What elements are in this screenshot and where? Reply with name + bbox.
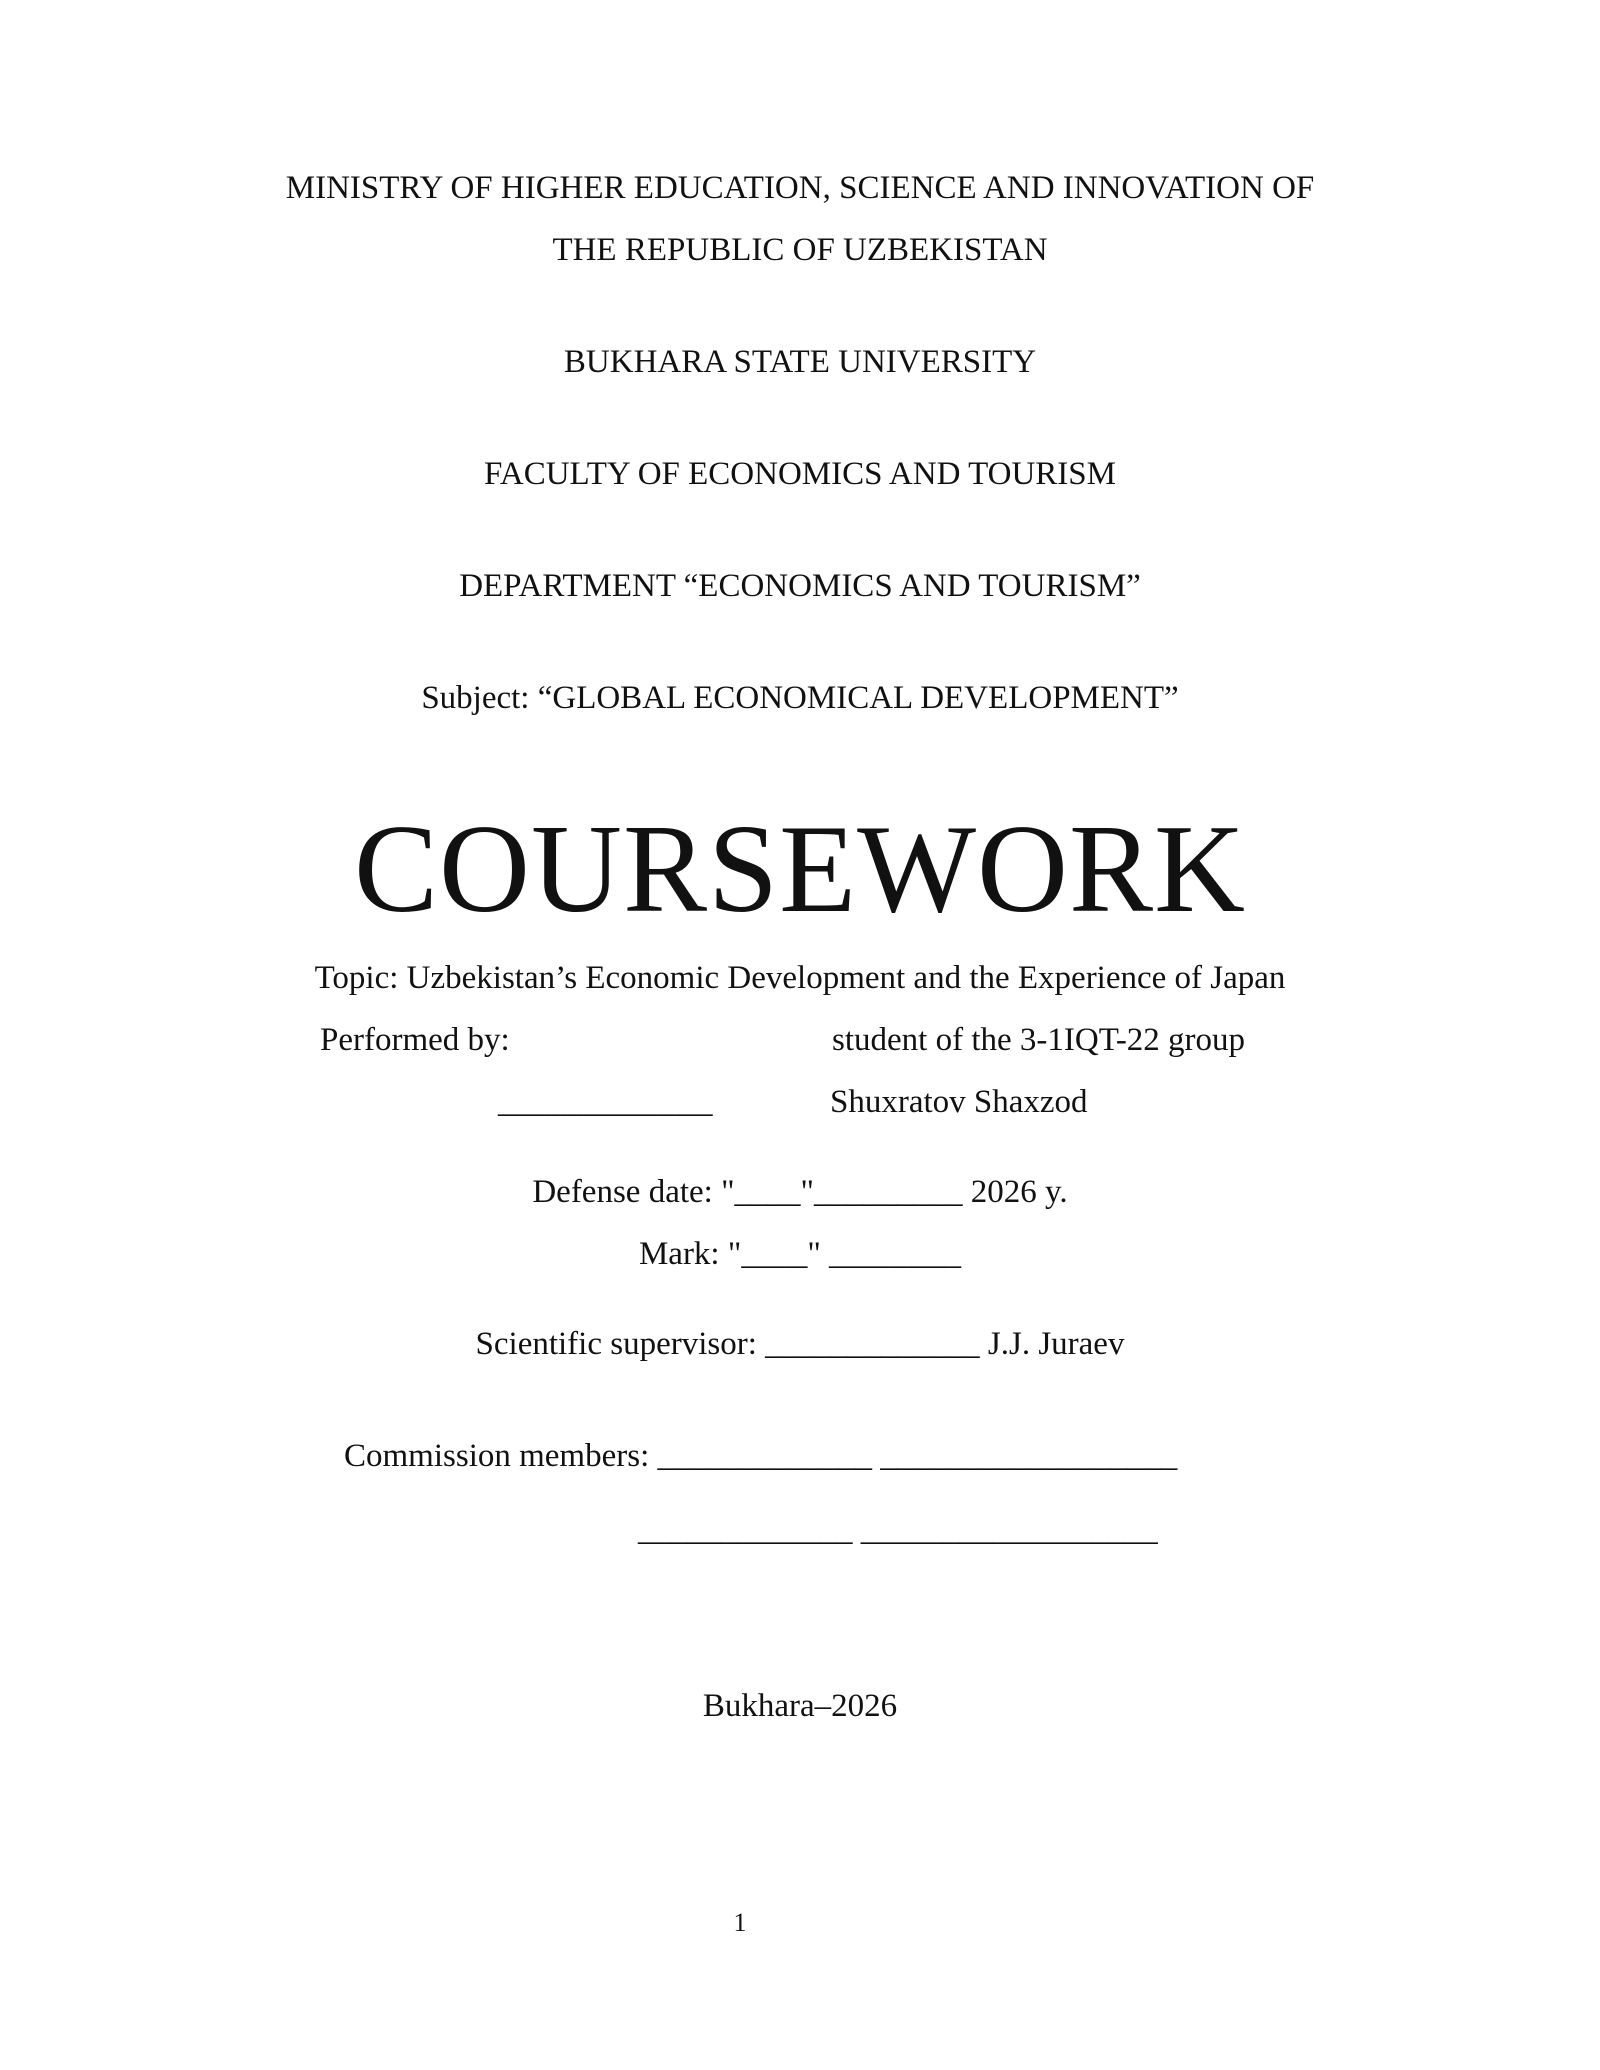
place-year: Bukhara–2026 [702, 1688, 898, 1724]
student-group: student of the 3-1IQT-22 group [832, 1022, 1246, 1058]
defense-date-line: Defense date: "____"_________ 2026 y. [532, 1174, 1068, 1210]
faculty-name: FACULTY OF ECONOMICS AND TOURISM [483, 456, 1116, 492]
page-number: 1 [733, 1908, 747, 1937]
student-name: Shuxratov Shaxzod [830, 1084, 1088, 1120]
performed-by-label: Performed by: [320, 1022, 510, 1058]
student-signature-blank: _____________ [498, 1084, 713, 1120]
university-name: BUKHARA STATE UNIVERSITY [563, 344, 1037, 380]
commission-line-1: Commission members: _____________ __________________ [344, 1438, 1178, 1474]
department-name: DEPARTMENT “ECONOMICS AND TOURISM” [459, 568, 1141, 604]
ministry-line-2: THE REPUBLIC OF UZBEKISTAN [552, 232, 1048, 268]
mark-line: Mark: "____" ________ [638, 1236, 962, 1272]
commission-line-2: _____________ __________________ [638, 1512, 1158, 1548]
subject-line: Subject: “GLOBAL ECONOMICAL DEVELOPMENT” [421, 680, 1179, 716]
ministry-line-1: MINISTRY OF HIGHER EDUCATION, SCIENCE AND INNOVATION OF [285, 170, 1315, 206]
supervisor-line: Scientific supervisor: _____________ J.J. Juraev [475, 1326, 1125, 1362]
topic-line: Topic: Uzbekistan’s Economic Development and the Experience of Japan [314, 960, 1286, 996]
document-title: COURSEWORK [353, 800, 1247, 939]
